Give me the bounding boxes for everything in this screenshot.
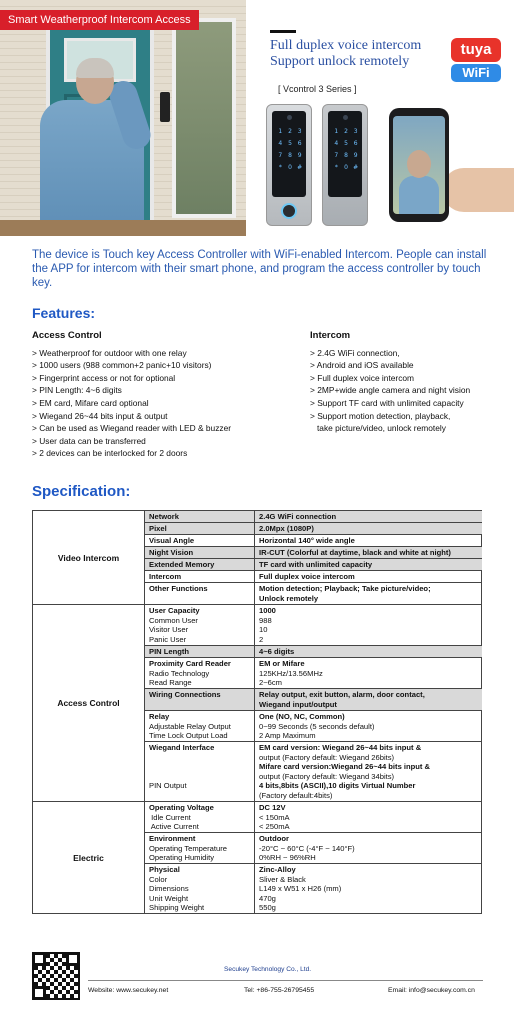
feature-item: > Full duplex voice intercom [310,372,415,383]
hero-product-panel [246,0,514,236]
spec-parameter-text: Idle Current [149,812,191,822]
keypad-key: 0 [288,164,292,171]
spec-parameter-text [149,791,250,801]
spec-parameter-text: Network [149,512,179,521]
spec-parameter-text: Other Functions [149,584,208,593]
spec-value-text: 470g [259,893,276,903]
spec-row [145,658,482,689]
person-hair [76,58,114,78]
feature-item: > Android and iOS available [310,360,414,371]
feature-item: > Wiegand 26~44 bits input & output [32,410,168,421]
spec-value-text: Motion detection; Playback; Take picture/video; [259,584,431,593]
spec-value-text: One (NO, NC, Common) [259,712,345,721]
spec-value [255,559,482,570]
feature-item: > 2 devices can be interlocked for 2 doors [32,448,188,459]
spec-parameter-text: Relay [149,712,170,721]
spec-parameter-text: Wiring Connections [149,690,221,699]
spec-row [145,833,482,864]
spec-value-text: 550g [259,903,276,913]
wifi-logo: WiFi [451,64,501,82]
hero-photo [0,0,246,236]
keypad-key: 3 [353,128,358,135]
spec-row [145,511,482,523]
keypad-key: 2 [344,128,348,135]
spec-parameter-text: Dimensions [149,884,189,894]
qr-corner [32,986,46,1000]
keypad-key: 9 [297,152,302,159]
feature-item: > Support TF card with unlimited capacity [310,397,464,408]
spec-value-text: 125KHz/13.56MHz [259,668,323,678]
keypad-key: 6 [297,140,302,147]
spec-parameter-text: Operating Humidity [149,853,214,863]
spec-parameter-text: Intercom [149,572,182,581]
spec-parameter-text: Color [149,874,168,884]
feature-item: > 2MP+wide angle camera and night vision [310,385,471,396]
spec-value [255,864,482,913]
spec-value-text: 2~6cm [259,678,283,688]
spec-parameter-text [149,753,250,763]
company-name: Secukey Technology Co., Ltd. [224,966,312,973]
spec-row [145,523,482,535]
hero-section [0,0,514,236]
spec-value-text: Mifare card version:Wiegand 26~44 bits input & [259,762,431,772]
spec-parameter [145,523,255,534]
spec-row [145,583,482,605]
spec-parameter-text: User Capacity [149,606,200,615]
specification-table [32,510,482,914]
keypad-key: 4 [334,140,339,147]
spec-row [145,547,482,559]
spec-parameter [145,689,255,710]
footer-email: Email: info@secukey.com.cn [388,987,475,994]
fingerprint-sensor-icon [281,203,297,219]
spec-value-text: TF card with unlimited capacity [259,560,373,569]
features-intercom [310,330,470,435]
spec-value-text: 0~99 Seconds (5 seconds default) [259,721,375,731]
spec-value [255,535,482,546]
feature-item: > User data can be transferred [32,435,146,446]
spec-value [255,833,482,863]
spec-value-text: -20°C ~ 60°C (-4°F ~ 140°F) [259,843,355,853]
spec-value [255,658,482,688]
spec-value-text: output (Factory default: Wiegand 34bits) [259,771,395,781]
footer-website: Website: www.secukey.net [88,987,169,994]
spec-row [145,559,482,571]
keypad-key: 1 [278,128,283,135]
feature-item: > PIN Length: 4~6 digits [32,385,122,396]
keypad-key: 8 [344,152,348,159]
spec-value [255,511,482,522]
accent-dash [270,30,296,33]
access-control-heading: Access Control [32,330,102,341]
features-access-control [32,330,231,460]
spec-row [145,802,482,833]
spec-parameter-text: Proximity Card Reader [149,659,231,668]
keypad-key: * [334,164,338,171]
spec-row [145,535,482,547]
feature-item: > EM card, Mifare card optional [32,397,149,408]
video-call-person [399,176,439,214]
spec-row [145,864,482,914]
spec-parameter-text: Time Lock Output Load [149,731,228,741]
spec-parameter-text: Operating Voltage [149,803,214,812]
spec-value-text: < 150mA [259,812,290,822]
camera-lens-icon [287,115,292,120]
spec-value-text: IR-CUT (Colorful at daytime, black and white at night) [259,548,451,557]
feature-item: > Weatherproof for outdoor with one relay [32,347,187,358]
spec-parameter [145,742,255,801]
intro-paragraph: The device is Touch key Access Controller with WiFi-enabled Intercom. People can install the APP for intercom with their smart phone, and program the access controller by touch key. [32,249,487,289]
keypad-key: 5 [344,140,348,147]
spec-parameter [145,583,255,604]
wall-intercom-device [160,92,170,122]
spec-row [145,605,482,646]
spec-value-text: 988 [259,615,272,625]
spec-value-text: 10 [259,625,268,635]
hand [442,168,514,212]
keypad-key: 4 [278,140,283,147]
keypad-key: * [278,164,282,171]
keypad-key: 8 [288,152,292,159]
spec-parameter-text: Visual Angle [149,536,195,545]
spec-value-text: DC 12V [259,803,286,812]
spec-parameter-text: Physical [149,865,180,874]
spec-parameter-text: Shipping Weight [149,903,205,913]
spec-row [145,571,482,583]
spec-parameter [145,571,255,582]
spec-parameter-text: Pixel [149,524,167,533]
spec-parameter-text: Operating Temperature [149,843,227,853]
spec-value-text: 2.4G WiFi connection [259,512,337,521]
spec-value [255,523,482,534]
spec-value [255,802,482,832]
spec-parameter-text: Active Current [149,822,199,832]
specification-heading: Specification: [32,483,131,500]
spec-value-text: 2.0Mpx (1080P) [259,524,314,533]
spec-value [255,571,482,582]
spec-parameter-text: PIN Output [149,781,187,791]
access-control-list [32,347,231,460]
porch-floor [0,220,246,236]
hero-banner: Smart Weatherproof Intercom Access [0,10,199,30]
spec-parameter [145,535,255,546]
keypad-key: 6 [353,140,358,147]
spec-parameter [145,646,255,657]
spec-parameter [145,802,255,832]
feature-item: > 1000 users (988 common+2 panic+10 visitors) [32,360,212,371]
spec-value-text: L149 x W51 x H26 (mm) [259,884,342,894]
spec-value [255,711,482,741]
spec-parameter-text: Common User [149,615,198,625]
spec-parameter-text [149,762,250,772]
phone-screen [393,116,445,214]
spec-value [255,742,482,801]
spec-value-text: Unlock remotely [259,593,319,603]
spec-value-text: EM card version: Wiegand 26~44 bits input & [259,743,422,752]
spec-value-text: Sliver & Black [259,874,306,884]
spec-value-text: 2 [259,634,264,644]
qr-corner [32,952,46,966]
spec-value-text: < 250mA [259,822,290,832]
spec-group-label: Electric [33,802,145,914]
spec-parameter [145,833,255,863]
feature-item: take picture/video, unlock remotely [310,423,446,434]
smartphone [389,108,449,222]
spec-value-text: Relay output, exit button, alarm, door contact, [259,690,425,699]
spec-group-label: Access Control [33,605,145,802]
spec-value-text: Outdoor [259,834,289,843]
spec-row [145,646,482,658]
spec-value [255,605,482,645]
spec-parameter [145,511,255,522]
spec-parameter-text: Adjustable Relay Output [149,721,231,731]
keypad [333,127,359,172]
spec-value-text: 1000 [259,606,276,615]
spec-value [255,547,482,558]
spec-value-text: Zinc-Alloy [259,865,296,874]
spec-parameter-text: Read Range [149,678,192,688]
spec-parameter [145,559,255,570]
spec-value-text: 0%RH ~ 96%RH [259,853,316,863]
spec-parameter-text: PIN Length [149,647,190,656]
camera-lens-icon [343,115,348,120]
spec-value-text: (Factory default:4bits) [259,790,333,800]
spec-parameter-text: Environment [149,834,196,843]
features-heading: Features: [32,305,96,321]
spec-parameter-text: Unit Weight [149,893,189,903]
side-window [172,18,236,218]
device-silver [266,104,312,226]
footer-divider [88,980,483,981]
device-keypad-face [328,111,362,197]
keypad-key: 9 [353,152,358,159]
qr-code [32,952,80,1000]
keypad [277,127,303,172]
feature-item: > Support motion detection, playback, [310,410,451,421]
spec-value [255,583,482,604]
spec-value-text: 2 Amp Maximum [259,731,316,741]
spec-parameter-text: Radio Technology [149,668,210,678]
spec-parameter [145,547,255,558]
intercom-list [310,347,470,435]
feature-item: > Can be used as Wiegand reader with LED & buzzer [32,423,232,434]
series-label: [ Vcontrol 3 Series ] [278,84,357,94]
footer-tel: Tel: +86-755-26795455 [244,987,315,994]
tagline-duplex: Full duplex voice intercom [270,38,422,53]
tagline-unlock: Support unlock remotely [270,54,410,69]
spec-value-text: 4~6 digits [259,647,295,656]
keypad-key: 7 [278,152,283,159]
spec-parameter-text: Extended Memory [149,560,215,569]
spec-group-label: Video Intercom [33,511,145,605]
spec-parameter-text: Wiegand Interface [149,743,215,752]
spec-value-text: Full duplex voice intercom [259,572,355,581]
device-dark [322,104,368,226]
spec-parameter [145,864,255,913]
spec-value [255,646,482,657]
spec-value [255,689,482,710]
spec-value-text: Horizontal 140° wide angle [259,536,355,545]
spec-parameter-text: Panic User [149,634,187,644]
keypad-key: 0 [344,164,348,171]
spec-parameter-text: Night Vision [149,548,194,557]
spec-value-text: EM or Mifare [259,659,305,668]
keypad-key: 1 [334,128,339,135]
spec-value-text: 4 bits,8bits (ASCII),10 digits Virtual Number [259,781,416,791]
person-figure [20,60,140,236]
keypad-key: 2 [288,128,292,135]
spec-row [145,742,482,802]
device-keypad-face [272,111,306,197]
spec-parameter-text [149,772,250,782]
spec-value-text: Wiegand input/output [259,699,337,709]
spec-row [145,711,482,742]
keypad-key: # [297,164,303,171]
intercom-heading: Intercom [310,330,351,341]
tuya-logo: tuya [451,38,501,62]
spec-value-text: output (Factory default: Wiegand 26bits) [259,752,395,762]
spec-row [145,689,482,711]
feature-item: > Fingerprint access or not for optional [32,372,176,383]
keypad-key: # [353,164,359,171]
spec-parameter [145,711,255,741]
video-call-face [407,150,431,178]
keypad-key: 5 [288,140,292,147]
feature-item: > 2.4G WiFi connection, [310,347,400,358]
spec-parameter [145,658,255,688]
spec-parameter-text: Visitor User [149,625,189,635]
spec-parameter [145,605,255,645]
keypad-key: 3 [297,128,302,135]
qr-corner [66,952,80,966]
keypad-key: 7 [334,152,339,159]
